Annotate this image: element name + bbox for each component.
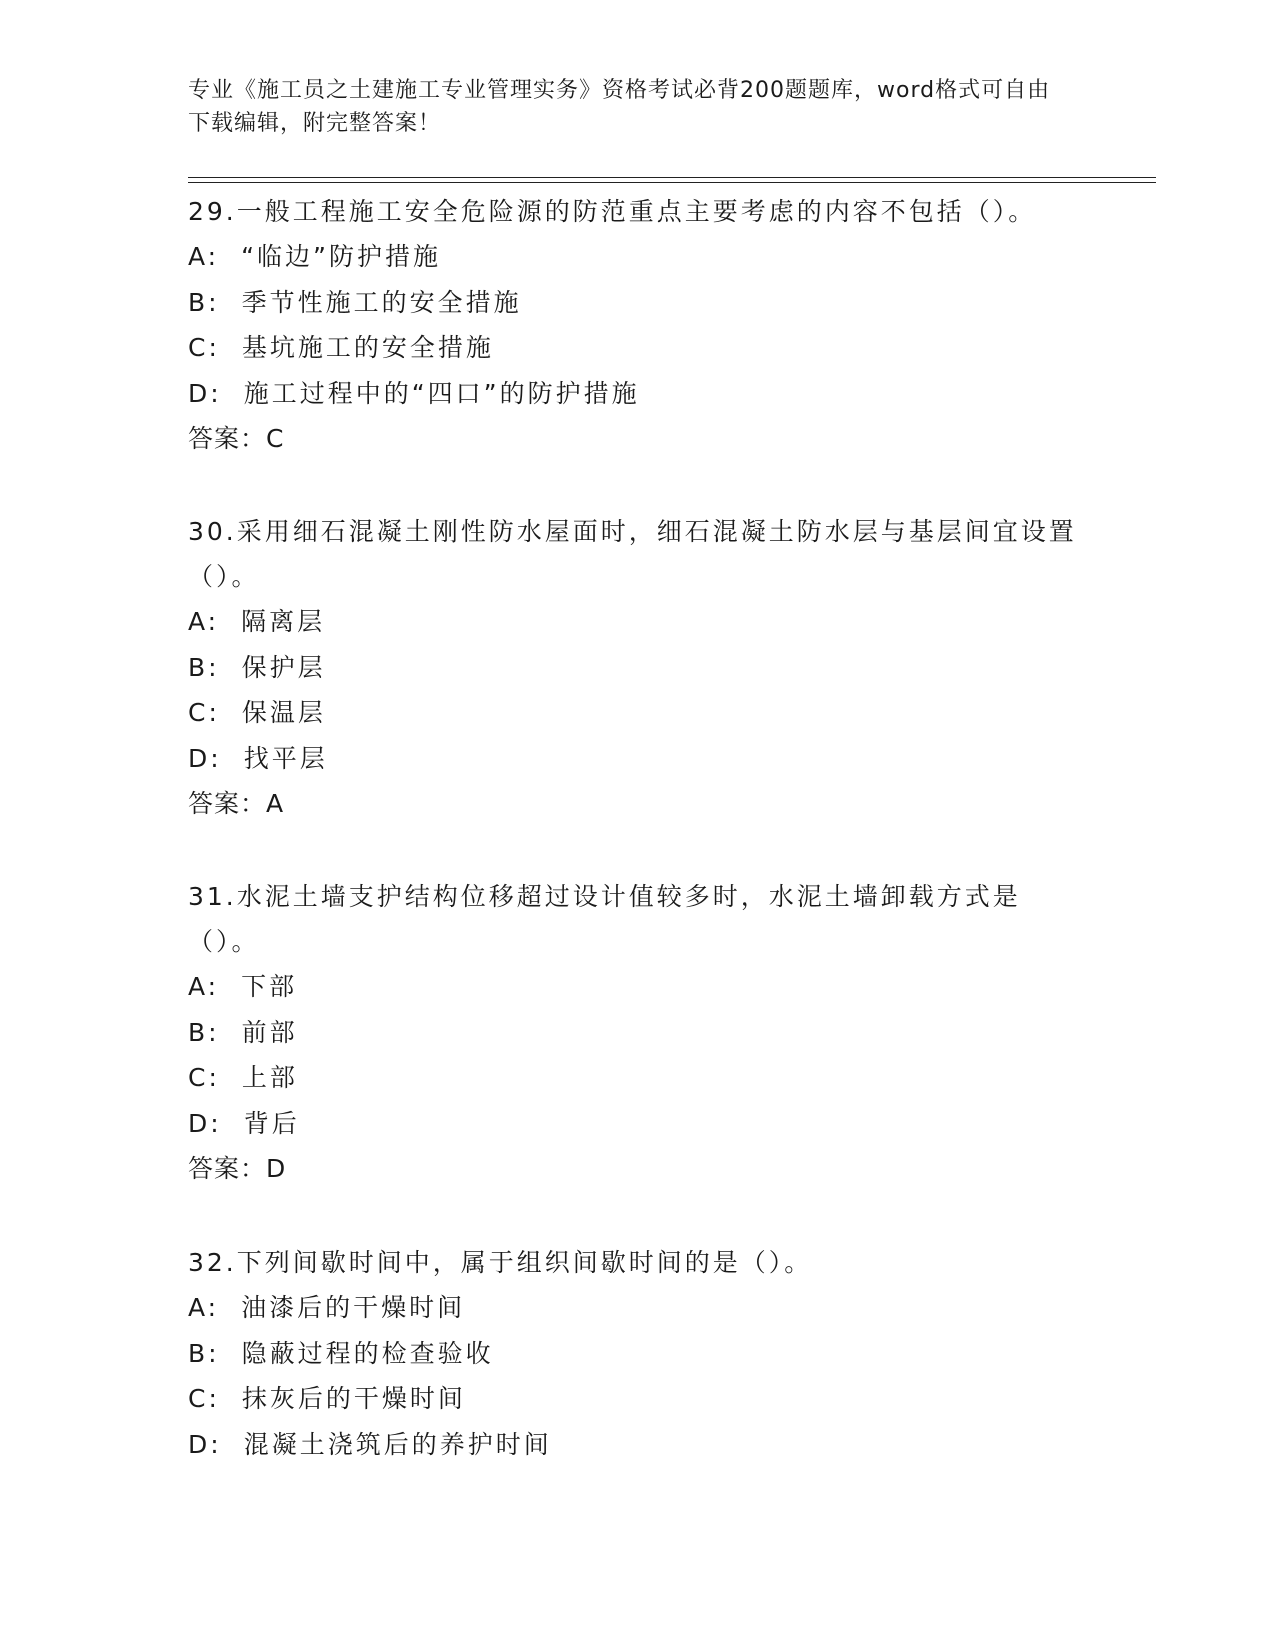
option-a [188, 1285, 1088, 1331]
question-31 [188, 874, 1088, 1191]
option-text: 施工过程中的“四口”的防护措施 [243, 378, 640, 408]
option-text: 抹灰后的干燥时间 [241, 1384, 466, 1413]
option-letter: B: [188, 652, 220, 682]
question-stem [188, 1240, 1088, 1285]
option-letter: B: [188, 287, 220, 317]
option-letter: D: [188, 378, 222, 408]
question-text: 采用细石混凝土刚性防水屋面时，细石混凝土防水层与基层间宜设置（）。 [188, 517, 1077, 591]
option-letter: B: [188, 1017, 220, 1047]
answer-line: 答案：A [188, 789, 285, 818]
option-c [188, 1055, 1088, 1101]
option-a [188, 234, 1088, 280]
option-b [188, 1010, 1088, 1056]
option-letter: C: [188, 333, 220, 362]
option-c [188, 1376, 1088, 1422]
option-letter: C: [188, 698, 220, 727]
option-letter: A: [188, 1293, 220, 1322]
option-b [188, 645, 1088, 691]
option-text: 下部 [241, 972, 298, 1001]
option-d [188, 1422, 1088, 1468]
question-30 [188, 509, 1088, 826]
option-letter: A: [188, 242, 220, 271]
question-text: 下列间歇时间中，属于组织间歇时间的是（）。 [236, 1248, 813, 1277]
option-text: 隐蔽过程的检查验收 [241, 1338, 494, 1368]
question-stem [188, 189, 1088, 234]
question-32 [188, 1240, 1088, 1467]
option-b [188, 280, 1088, 326]
option-text: 季节性施工的安全措施 [241, 287, 522, 317]
option-letter: C: [188, 1063, 220, 1092]
header-divider-top [188, 177, 1156, 178]
option-text: 油漆后的干燥时间 [241, 1293, 466, 1322]
answer-line: 答案：C [188, 424, 285, 453]
question-stem [188, 509, 1088, 599]
option-text: 基坑施工的安全措施 [241, 333, 494, 362]
option-c [188, 690, 1088, 736]
option-letter: C: [188, 1384, 220, 1413]
question-stem [188, 874, 1088, 964]
option-text: 背后 [243, 1108, 300, 1138]
option-d [188, 736, 1088, 782]
option-text: 上部 [241, 1063, 298, 1092]
option-letter: D: [188, 1108, 222, 1138]
option-text: 混凝土浇筑后的养护时间 [243, 1429, 552, 1459]
option-d [188, 371, 1088, 417]
question-text: 一般工程施工安全危险源的防范重点主要考虑的内容不包括（）。 [236, 197, 1037, 226]
question-number: 31. [188, 882, 237, 911]
option-text: 找平层 [243, 743, 328, 773]
header-divider-bottom [188, 182, 1156, 183]
option-letter: D: [188, 1429, 222, 1459]
option-d [188, 1101, 1088, 1147]
option-letter: D: [188, 743, 222, 773]
option-text: 保护层 [241, 652, 326, 682]
question-text: 水泥土墙支护结构位移超过设计值较多时，水泥土墙卸载方式是（）。 [188, 882, 1021, 956]
option-letter: B: [188, 1338, 220, 1368]
question-number: 30. [188, 517, 237, 546]
question-number: 29. [188, 197, 237, 226]
option-letter: A: [188, 972, 220, 1001]
option-b [188, 1331, 1088, 1377]
document-header: 专业《施工员之土建施工专业管理实务》资格考试必背200题题库，word格式可自由下载编辑，附完整答案！ [188, 78, 1051, 136]
option-c [188, 325, 1088, 371]
option-text: “临边”防护措施 [241, 242, 441, 271]
option-text: 保温层 [241, 698, 326, 727]
option-text: 隔离层 [241, 607, 326, 636]
option-a [188, 964, 1088, 1010]
question-29 [188, 189, 1088, 461]
option-letter: A: [188, 607, 220, 636]
question-number: 32. [188, 1248, 237, 1277]
option-text: 前部 [241, 1017, 298, 1047]
option-a [188, 599, 1088, 645]
answer-line: 答案：D [188, 1154, 287, 1183]
